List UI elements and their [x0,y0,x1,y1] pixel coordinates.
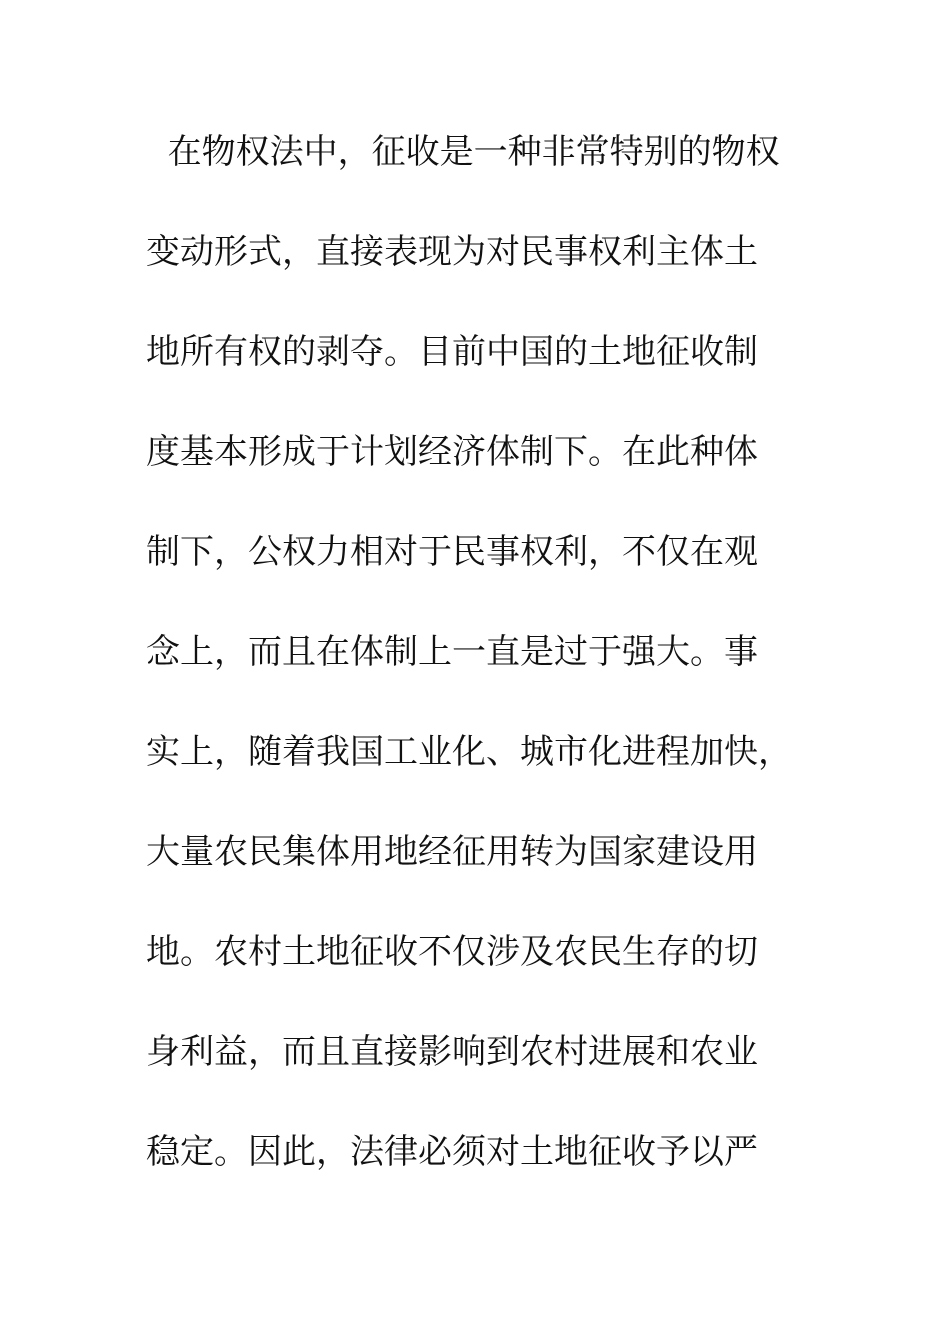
text-line: 地所有权的剥夺。目前中国的土地征收制 [146,332,758,372]
text-line: 制下，公权力相对于民事权利，不仅在观 [146,532,758,572]
text-line: 身利益，而且直接影响到农村进展和农业 [146,1032,758,1072]
text-line: 变动形式，直接表现为对民事权利主体土 [146,232,758,272]
body-paragraph [146,122,826,1222]
text-line: 稳定。因此，法律必须对土地征收予以严 [146,1132,758,1172]
text-line: 度基本形成于计划经济体制下。在此种体 [146,432,758,472]
text-line: 在物权法中，征收是一种非常特别的物权 [146,132,780,172]
text-line: 地。农村土地征收不仅涉及农民生存的切 [146,932,758,972]
text-line: 大量农民集体用地经征用转为国家建设用 [146,832,758,872]
text-line: 念上，而且在体制上一直是过于强大。事 [146,632,758,672]
text-line: 实上，随着我国工业化、城市化进程加快， [146,732,792,772]
